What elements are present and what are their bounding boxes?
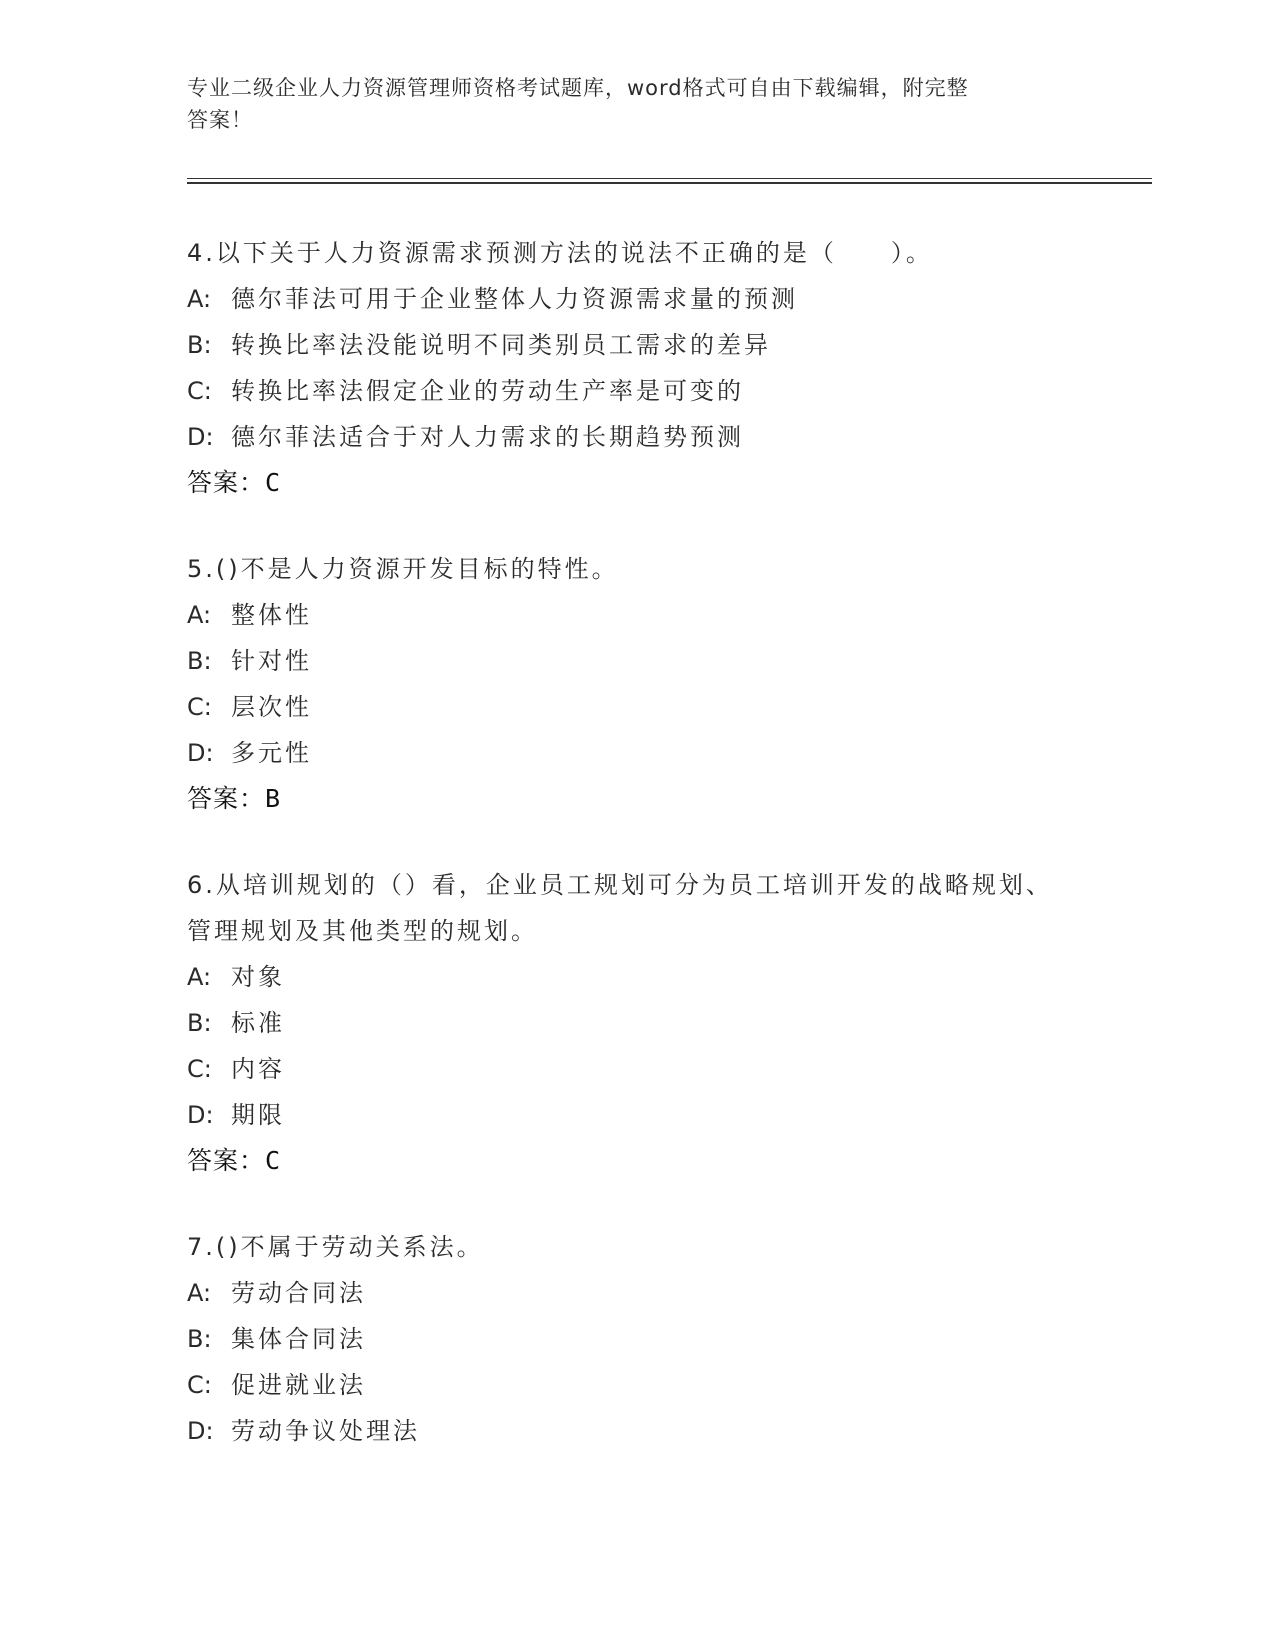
answer-value: C: [265, 468, 281, 497]
answer-value: C: [265, 1146, 281, 1175]
option-a: [187, 276, 1067, 322]
option-d: [187, 414, 1067, 460]
option-text: 劳动合同法: [231, 1279, 366, 1307]
option-text: 多元性: [231, 739, 312, 767]
option-c: [187, 368, 1067, 414]
question-text: 5.()不是人力资源开发目标的特性。: [187, 555, 619, 583]
option-key: C:: [187, 1055, 212, 1083]
question-text: 7.()不属于劳动关系法。: [187, 1233, 484, 1261]
option-key: D:: [187, 1417, 214, 1445]
option-text: 对象: [231, 963, 285, 991]
option-b: [187, 322, 1067, 368]
option-text: 针对性: [231, 647, 312, 675]
option-key: D:: [187, 739, 214, 767]
option-c: [187, 684, 1067, 730]
option-c: [187, 1362, 1067, 1408]
option-a: [187, 592, 1067, 638]
question-6: [187, 862, 1067, 1184]
header-divider-thick: [187, 182, 1152, 184]
header-title-line-1: 专业二级企业人力资源管理师资格考试题库，word格式可自由下载编辑，附完整: [187, 76, 969, 100]
answer-line: [187, 1138, 1067, 1184]
option-key: A:: [187, 285, 212, 313]
option-text: 德尔菲法适合于对人力需求的长期趋势预测: [231, 423, 744, 451]
question-5: [187, 546, 1067, 822]
option-c: [187, 1046, 1067, 1092]
question-text: 6.从培训规划的（）看，企业员工规划可分为员工培训开发的战略规划、管理规划及其他类型的规划。: [187, 871, 1053, 945]
answer-label: 答案：: [187, 468, 266, 497]
question-4: [187, 230, 1067, 506]
option-text: 劳动争议处理法: [231, 1417, 420, 1445]
option-d: [187, 1092, 1067, 1138]
option-key: D:: [187, 1101, 214, 1129]
option-b: [187, 1316, 1067, 1362]
option-key: C:: [187, 377, 212, 405]
answer-label: 答案：: [187, 1146, 266, 1175]
option-a: [187, 954, 1067, 1000]
option-text: 标准: [231, 1009, 285, 1037]
option-key: B:: [187, 331, 212, 359]
option-a: [187, 1270, 1067, 1316]
option-text: 促进就业法: [231, 1371, 366, 1399]
option-key: C:: [187, 1371, 212, 1399]
question-text: 4.以下关于人力资源需求预测方法的说法不正确的是（ ）。: [187, 239, 933, 267]
answer-line: [187, 460, 1067, 506]
option-d: [187, 730, 1067, 776]
option-b: [187, 1000, 1067, 1046]
option-text: 层次性: [231, 693, 312, 721]
option-b: [187, 638, 1067, 684]
option-text: 集体合同法: [231, 1325, 366, 1353]
document-header: [187, 72, 1067, 136]
option-key: B:: [187, 1325, 212, 1353]
question-7: [187, 1224, 1067, 1454]
option-key: A:: [187, 601, 212, 629]
answer-line: [187, 776, 1067, 822]
option-key: B:: [187, 1009, 212, 1037]
option-d: [187, 1408, 1067, 1454]
answer-label: 答案：: [187, 784, 266, 813]
option-key: B:: [187, 647, 212, 675]
option-text: 转换比率法没能说明不同类别员工需求的差异: [231, 331, 771, 359]
header-divider-thin: [187, 178, 1152, 179]
option-text: 期限: [231, 1101, 285, 1129]
answer-value: B: [265, 784, 281, 813]
header-title-line-2: 答案！: [187, 108, 253, 132]
option-key: C:: [187, 693, 212, 721]
option-key: A:: [187, 963, 212, 991]
option-text: 内容: [231, 1055, 285, 1083]
option-text: 德尔菲法可用于企业整体人力资源需求量的预测: [231, 285, 798, 313]
option-text: 整体性: [231, 601, 312, 629]
option-key: A:: [187, 1279, 212, 1307]
option-text: 转换比率法假定企业的劳动生产率是可变的: [231, 377, 744, 405]
option-key: D:: [187, 423, 214, 451]
